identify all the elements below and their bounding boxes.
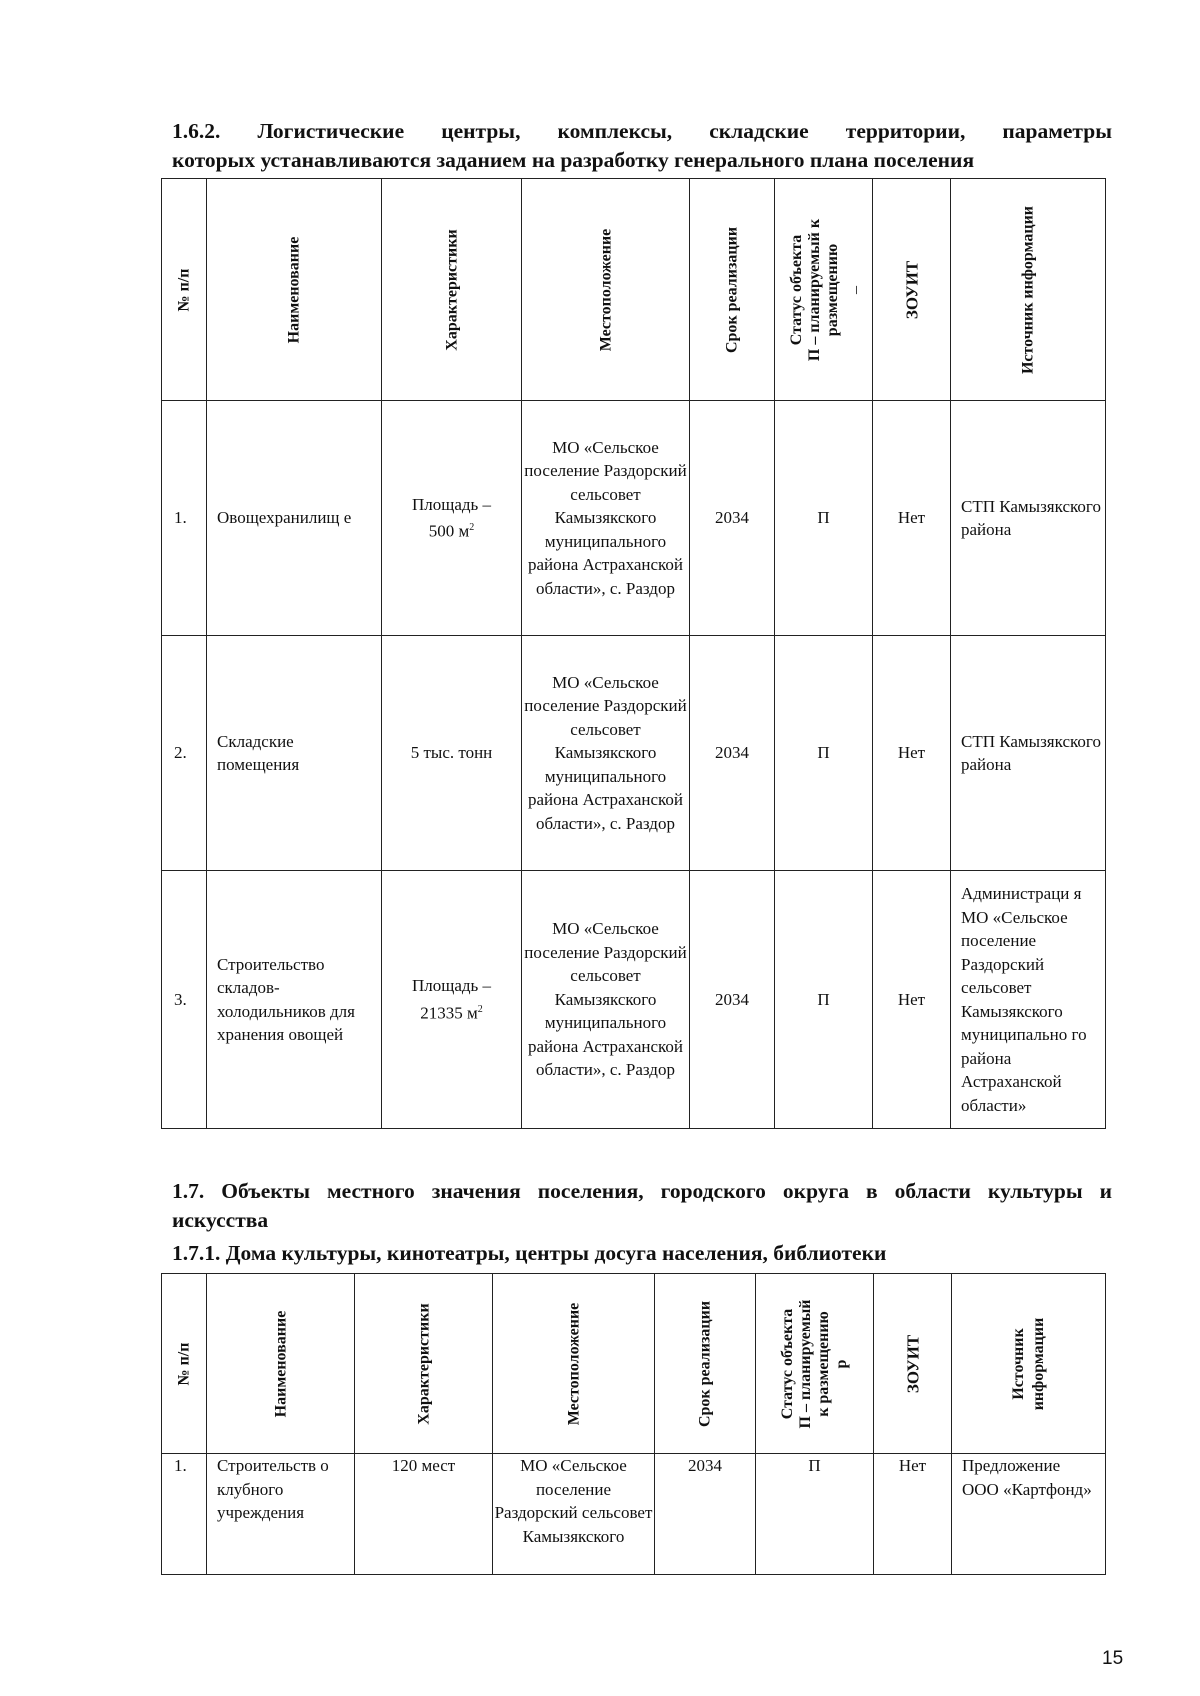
row-zouit: Нет — [874, 1454, 952, 1575]
row-status: П — [775, 871, 873, 1129]
culture-table — [161, 1273, 1106, 1575]
table-row — [162, 636, 1106, 871]
row-term: 2034 — [690, 871, 775, 1129]
row-name: Овощехранилищ е — [207, 401, 382, 636]
col-header-source: Источник информации — [952, 1274, 1106, 1454]
col-header-characteristics: Характеристики — [382, 179, 522, 401]
row-zouit: Нет — [873, 401, 951, 636]
row-source: Предложение ООО «Картфонд» — [952, 1454, 1106, 1575]
table-header-row — [162, 179, 1106, 401]
table-row — [162, 871, 1106, 1129]
col-header-status: Статус объекта П – планируемый к размещению _ — [775, 179, 873, 401]
row-location: МО «Сельское поселение Раздорский сельсовет Камызякского муниципального района Астраханской области», с. Раздор — [522, 401, 690, 636]
row-characteristics: 5 тыс. тонн — [382, 636, 522, 871]
col-header-characteristics: Характеристики — [355, 1274, 493, 1454]
row-source: СТП Камызякского района — [951, 636, 1106, 871]
col-header-status: Статус объекта П – планируемый к размещению р — [756, 1274, 874, 1454]
col-header-term: Срок реализации — [655, 1274, 756, 1454]
row-characteristics: 120 мест — [355, 1454, 493, 1575]
col-header-name: Наименование — [207, 179, 382, 401]
row-num: 3. — [162, 871, 207, 1129]
row-status: П — [775, 636, 873, 871]
row-num: 2. — [162, 636, 207, 871]
row-characteristics: Площадь – 500 $м^2$ — [382, 401, 522, 636]
logistics-table — [161, 178, 1106, 1129]
row-location: МО «Сельское поселение Раздорский сельсовет Камызякского — [493, 1454, 655, 1575]
heading-line: 1.6.2. Логистические центры, комплексы, складские территории, параметры — [172, 119, 1112, 143]
col-header-num: № п/п — [162, 179, 207, 401]
col-header-term: Срок реализации — [690, 179, 775, 401]
heading-line: которых устанавливаются заданием на разработку генерального плана поселения — [172, 148, 975, 172]
row-characteristics: Площадь – 21335 $м^2$ — [382, 871, 522, 1129]
row-name: Строительств о клубного учреждения — [207, 1454, 355, 1575]
section-heading-1-7 — [172, 1177, 1112, 1268]
heading-line: 1.7. Объекты местного значения поселения, городского округа в области культуры и — [172, 1179, 1112, 1203]
heading-line: 1.7.1. Дома культуры, кинотеатры, центры досуга населения, библиотеки — [172, 1241, 887, 1265]
col-header-zouit: ЗОУИТ — [873, 179, 951, 401]
col-header-name: Наименование — [207, 1274, 355, 1454]
row-source: Администраци я МО «Сельское поселение Раздорский сельсовет Камызякского муниципально го района Астраханской области» — [951, 871, 1106, 1129]
table-header-row — [162, 1274, 1106, 1454]
row-zouit: Нет — [873, 871, 951, 1129]
row-num: 1. — [162, 401, 207, 636]
table-row — [162, 1454, 1106, 1575]
col-header-source: Источник информации — [951, 179, 1106, 401]
row-zouit: Нет — [873, 636, 951, 871]
row-term: 2034 — [655, 1454, 756, 1575]
row-num: 1. — [162, 1454, 207, 1575]
col-header-location: Местоположение — [493, 1274, 655, 1454]
row-location: МО «Сельское поселение Раздорский сельсовет Камызякского муниципального района Астраханской области», с. Раздор — [522, 636, 690, 871]
row-name: Строительство складов-холодильников для хранения овощей — [207, 871, 382, 1129]
row-term: 2034 — [690, 636, 775, 871]
col-header-num: № п/п — [162, 1274, 207, 1454]
row-name: Складские помещения — [207, 636, 382, 871]
row-status: П — [775, 401, 873, 636]
row-term: 2034 — [690, 401, 775, 636]
heading-line: искусства — [172, 1208, 269, 1232]
row-source: СТП Камызякского района — [951, 401, 1106, 636]
row-location: МО «Сельское поселение Раздорский сельсовет Камызякского муниципального района Астраханской области», с. Раздор — [522, 871, 690, 1129]
row-status: П — [756, 1454, 874, 1575]
section-heading-1-6-2 — [172, 117, 1112, 175]
table-row — [162, 401, 1106, 636]
col-header-location: Местоположение — [522, 179, 690, 401]
col-header-zouit: ЗОУИТ — [874, 1274, 952, 1454]
page-number: 15 — [1102, 1648, 1124, 1669]
